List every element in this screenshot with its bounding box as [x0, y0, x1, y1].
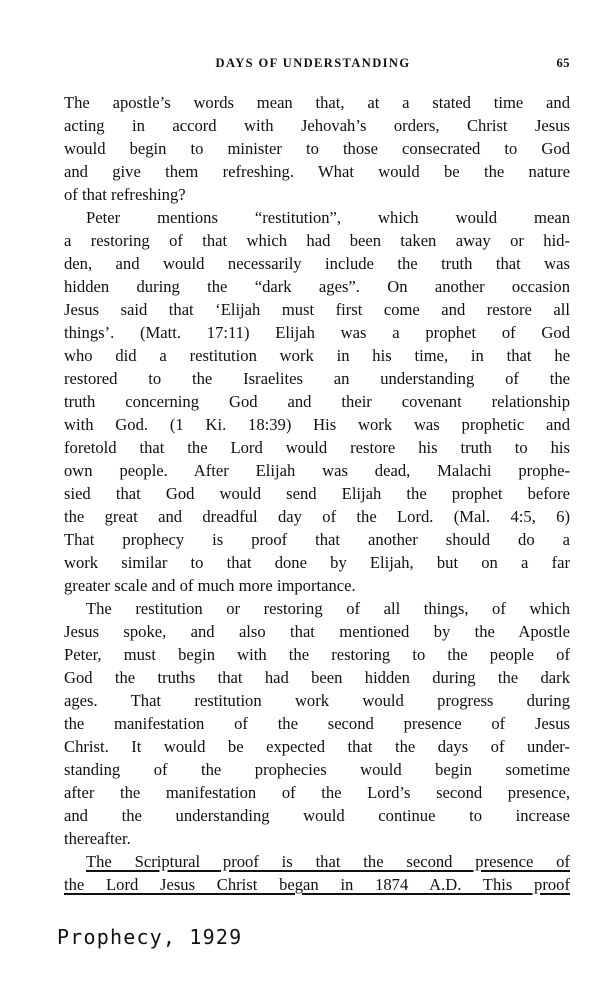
- source-caption: Prophecy, 1929: [57, 925, 243, 949]
- text-line: That prophecy is proof that another should do a: [64, 530, 570, 549]
- text-line: thereafter.: [64, 829, 131, 848]
- text-line: and give them refreshing. What would be the nature: [64, 162, 570, 181]
- text-line: with God. (1 Ki. 18:39) His work was prophetic and: [64, 415, 570, 434]
- body-text: [64, 91, 570, 896]
- text-line: truth concerning God and their covenant relationship: [64, 392, 570, 411]
- underlined-line: The Scriptural proof is that the second presence of: [86, 852, 570, 871]
- running-title: DAYS OF UNDERSTANDING: [215, 56, 411, 70]
- text-line: who did a restitution work in his time, in that he: [64, 346, 570, 365]
- text-line: den, and would necessarily include the truth that was: [64, 254, 570, 273]
- text-line: and the understanding would continue to increase: [64, 806, 570, 825]
- text-line: greater scale and of much more importance.: [64, 576, 356, 595]
- text-line: Jesus said that ‘Elijah must first come and restore all: [64, 300, 570, 319]
- text-line: The restitution or restoring of all things, of which: [86, 599, 570, 618]
- text-line: sied that God would send Elijah the prophet before: [64, 484, 570, 503]
- text-line: The apostle’s words mean that, at a stated time and: [64, 93, 570, 112]
- text-line: Peter mentions “restitution”, which would mean: [86, 208, 570, 227]
- text-line: Peter, must begin with the restoring to the people of: [64, 645, 570, 664]
- text-line: restored to the Israelites an understanding of the: [64, 369, 570, 388]
- text-line: the manifestation of the second presence of Jesus: [64, 714, 570, 733]
- text-line: after the manifestation of the Lord’s second presence,: [64, 783, 570, 802]
- text-line: Jesus spoke, and also that mentioned by the Apostle: [64, 622, 570, 641]
- text-line: of that refreshing?: [64, 185, 186, 204]
- text-line: would begin to minister to those consecrated to God: [64, 139, 570, 158]
- text-line: own people. After Elijah was dead, Malachi prophe-: [64, 461, 570, 480]
- text-line: things’. (Matt. 17:11) Elijah was a prophet of God: [64, 323, 570, 342]
- running-head: [68, 56, 570, 76]
- text-line: standing of the prophecies would begin sometime: [64, 760, 570, 779]
- underlined-line: the Lord Jesus Christ began in 1874 A.D. This proof: [64, 875, 570, 894]
- text-line: Christ. It would be expected that the days of under-: [64, 737, 570, 756]
- page-number: 65: [556, 56, 570, 70]
- text-line: the great and dreadful day of the Lord. (Mal. 4:5, 6): [64, 507, 570, 526]
- text-line: hidden during the “dark ages”. On another occasion: [64, 277, 570, 296]
- text-line: foretold that the Lord would restore his truth to his: [64, 438, 570, 457]
- text-line: a restoring of that which had been taken away or hid-: [64, 231, 570, 250]
- text-line: God the truths that had been hidden during the dark: [64, 668, 570, 687]
- text-line: acting in accord with Jehovah’s orders, Christ Jesus: [64, 116, 570, 135]
- text-line: work similar to that done by Elijah, but on a far: [64, 553, 570, 572]
- text-line: ages. That restitution work would progress during: [64, 691, 570, 710]
